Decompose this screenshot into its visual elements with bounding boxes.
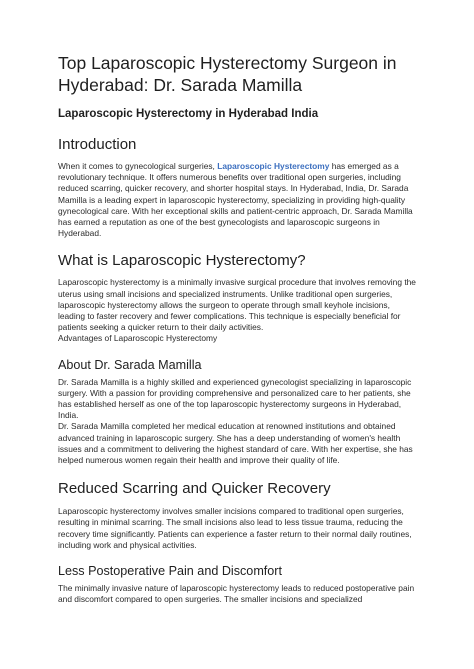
less-pain-heading: Less Postoperative Pain and Discomfort — [58, 564, 283, 579]
laparoscopic-hysterectomy-link[interactable]: Laparoscopic Hysterectomy — [217, 161, 330, 171]
what-is-heading: What is Laparoscopic Hysterectomy? — [58, 252, 306, 270]
about-paragraph-1: Dr. Sarada Mamilla is a highly skilled and experienced gynecologist specializing in laparoscopic surgery. With a passion for providing comprehensive and personalized care to her patients, she has established herself as one of the top laparoscopic hysterectomy surgeons in Hyderabad, India. — [58, 376, 412, 421]
about-heading: About Dr. Sarada Mamilla — [58, 357, 202, 372]
introduction-text-after-link: has emerged as a revolutionary technique. It offers numerous benefits over traditional open surgeries, including reduced scarring, quicker recovery, and shorter hospital stays. In Hyderabad, India, Dr. Sarada Mamilla is a leading expert in laparoscopic hysterectomy, specializing in providing high-quality gynecological care. With her exceptional skills and patient-centric approach, Dr. Sarada Mamilla has earned a reputation as one of the best gynecologists and laparoscopic surgeons in Hyderabad. — [58, 161, 413, 239]
reduced-scarring-heading: Reduced Scarring and Quicker Recovery — [58, 480, 331, 498]
introduction-heading: Introduction — [58, 136, 137, 153]
less-pain-paragraph: The minimally invasive nature of laparoscopic hysterectomy leads to reduced postoperative pain and discomfort compared to open surgeries. The smaller incisions and specialized — [58, 583, 415, 605]
about-paragraph-2: Dr. Sarada Mamilla completed her medical education at renowned institutions and obtained advanced training in laparoscopic surgery. She has a deep understanding of women's health issues and a commitment to delivering the highest standard of care. With her expertise, she has helped numerous women regain their health and improve their quality of life. — [58, 421, 413, 466]
document-subtitle: Laparoscopic Hysterectomy in Hyderabad India — [58, 108, 319, 120]
reduced-scarring-paragraph: Laparoscopic hysterectomy involves smaller incisions compared to traditional open surgeries, resulting in minimal scarring. The small incisions also lead to less tissue trauma, reducing the recovery time significantly. Patients can experience a faster return to their normal daily routines, including work and physical activities. — [58, 506, 412, 550]
introduction-paragraph — [58, 161, 418, 239]
document-title: Top Laparoscopic Hysterectomy Surgeon in Hyderabad: Dr. Sarada Mamilla — [58, 53, 397, 95]
what-is-paragraph: Laparoscopic hysterectomy is a minimally invasive surgical procedure that involves removing the uterus using small incisions and specialized instruments. Unlike traditional open surgeries, laparoscopic hysterectomy allows the surgeon to operate through small keyhole incisions, leading to faster recovery and fewer complications. This technique is especially beneficial for patients seeking a quicker return to their daily activities. — [58, 277, 416, 333]
document-page — [58, 52, 418, 605]
introduction-text-before-link: When it comes to gynecological surgeries, — [58, 161, 218, 171]
advantages-line: Advantages of Laparoscopic Hysterectomy — [58, 333, 218, 344]
